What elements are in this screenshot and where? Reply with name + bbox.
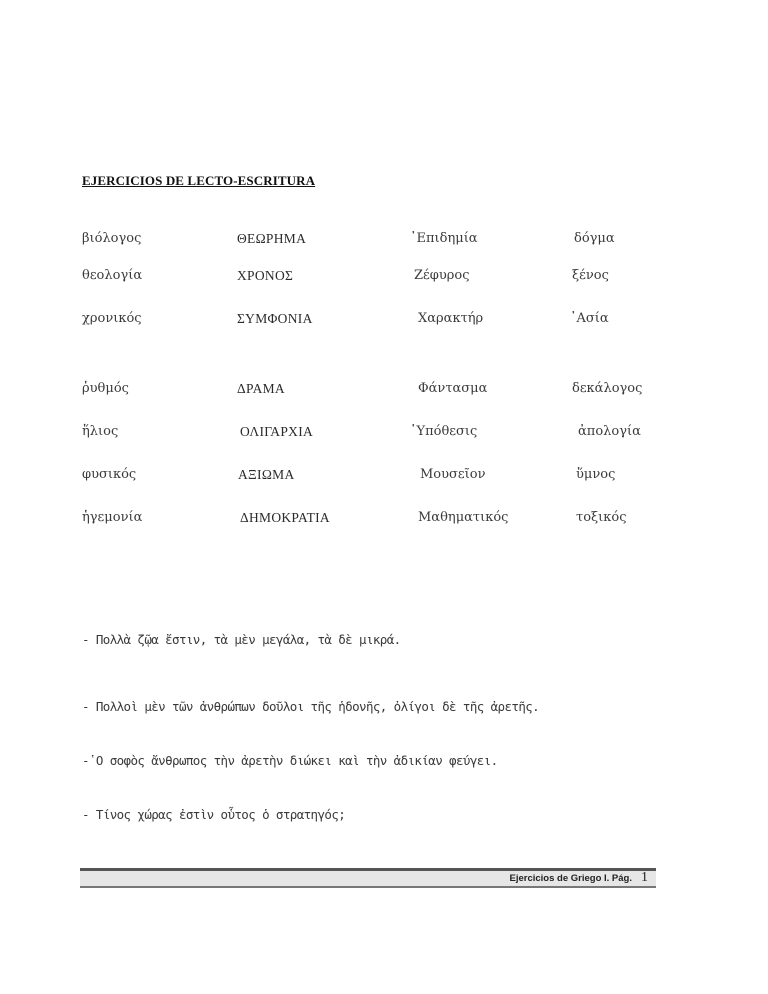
vocabulary-word: δεκάλογος bbox=[572, 381, 643, 396]
vocabulary-word: ἡγεμονία bbox=[82, 510, 143, 525]
vocabulary-word: ᾽Επιδημία bbox=[410, 231, 478, 246]
sentence: -῾Ο σοφὸς ἄνθρωπος τὴν ἀρετὴν διώκει καὶ τὴν ἀδικίαν φεύγει. bbox=[82, 753, 498, 768]
vocabulary-word: ΔΗΜΟΚΡΑΤΙΑ bbox=[240, 510, 330, 525]
vocabulary-word: Φάντασμα bbox=[418, 381, 488, 396]
vocabulary-row bbox=[0, 424, 768, 444]
vocabulary-word: ᾽Ασία bbox=[570, 311, 609, 326]
vocabulary-word: φυσικός bbox=[82, 467, 137, 482]
sentence: - Τίνος χώρας ἐστὶν οὗτος ὁ στρατηγός; bbox=[82, 807, 346, 822]
vocabulary-word: ΑΞΙΩΜΑ bbox=[238, 467, 295, 482]
vocabulary-word: ὕμνος bbox=[576, 467, 616, 482]
vocabulary-word: ῥυθμός bbox=[82, 381, 129, 396]
vocabulary-word: Ζέφυρος bbox=[414, 268, 470, 283]
vocabulary-word: χρονικός bbox=[82, 311, 142, 326]
vocabulary-row bbox=[0, 311, 768, 331]
sentence: - Πολλὰ ζῷα ἔστιν, τὰ μὲν μεγάλα, τὰ δὲ μικρά. bbox=[82, 632, 401, 647]
vocabulary-word: ΔΡΑΜΑ bbox=[237, 381, 285, 396]
vocabulary-word: ΣΥΜΦΟΝΙΑ bbox=[237, 311, 313, 326]
vocabulary-word: βιόλογος bbox=[82, 231, 142, 246]
vocabulary-word: ΘΕΩΡΗΜΑ bbox=[237, 231, 307, 246]
vocabulary-word: ΧΡΟΝΟΣ bbox=[237, 268, 294, 283]
vocabulary-word: Μουσεῖον bbox=[420, 467, 486, 482]
vocabulary-row bbox=[0, 510, 768, 530]
page-title: EJERCICIOS DE LECTO-ESCRITURA bbox=[82, 173, 316, 188]
vocabulary-word: ξένος bbox=[572, 268, 609, 283]
sentence: - Πολλοὶ μὲν τῶν ἀνθρώπων δοῦλοι τῆς ἡδονῆς, ὀλίγοι δὲ τῆς ἀρετῆς. bbox=[82, 699, 540, 714]
vocabulary-row bbox=[0, 467, 768, 487]
vocabulary-word: ῾Υπόθεσις bbox=[410, 424, 478, 439]
vocabulary-word: δόγμα bbox=[574, 231, 615, 246]
vocabulary-row bbox=[0, 268, 768, 288]
vocabulary-word: τοξικός bbox=[576, 510, 627, 525]
page-number: 1 bbox=[641, 870, 648, 885]
vocabulary-word: ἥλιος bbox=[82, 424, 119, 439]
vocabulary-row bbox=[0, 381, 768, 401]
vocabulary-word: θεολογία bbox=[82, 268, 143, 283]
footer-label: Ejercicios de Griego I. Pág. bbox=[509, 873, 632, 884]
vocabulary-row bbox=[0, 231, 768, 251]
vocabulary-word: Μαθηματικός bbox=[418, 510, 509, 525]
vocabulary-word: ἀπολογία bbox=[578, 424, 641, 439]
vocabulary-word: ΟΛΙΓΑΡΧΙΑ bbox=[240, 424, 314, 439]
page-footer bbox=[80, 868, 656, 888]
vocabulary-word: Χαρακτήρ bbox=[418, 311, 484, 326]
